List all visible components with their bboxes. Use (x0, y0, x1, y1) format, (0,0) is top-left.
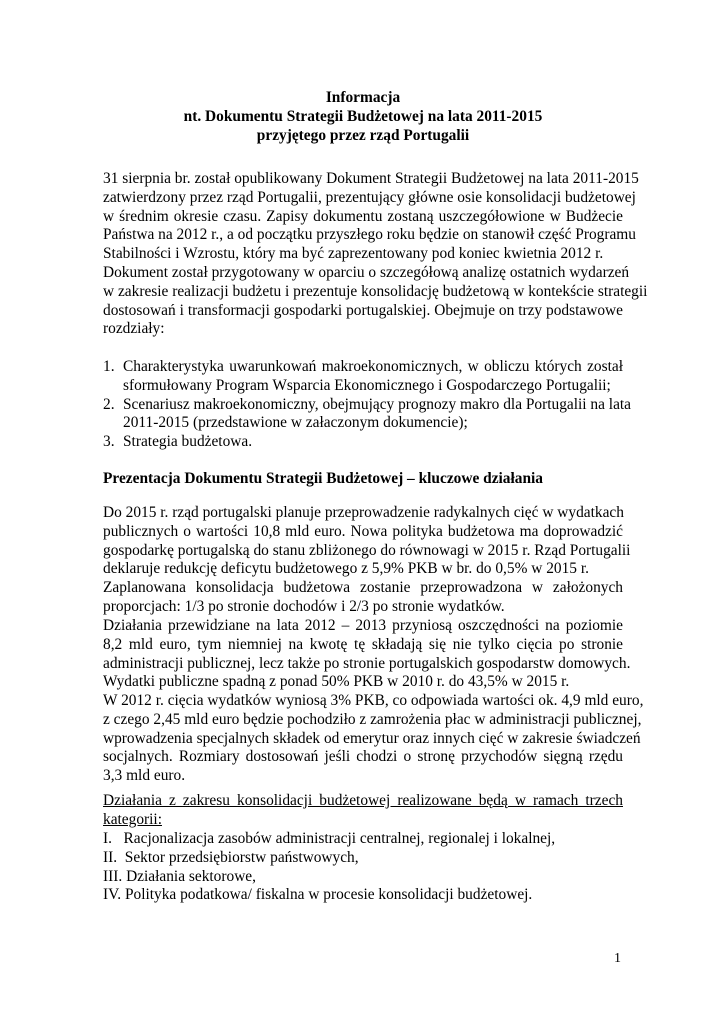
title-line: Informacja (325, 89, 401, 106)
text-line: z czego 2,45 mld euro będzie pochodziło z zamrożenia płac w administracji publicznej, (103, 710, 642, 728)
text-line: deklaruje redukcję deficytu budżetowego z 5,9% PKB w br. do 0,5% w 2015 r. (103, 560, 589, 578)
section-heading (103, 470, 623, 489)
list-item: I. Racjonalizacja zasobów administracji centralnej, regionalej i lokalnej, (103, 830, 556, 847)
text-line: rozdziały: (103, 320, 165, 338)
text-line: Wydatki publiczne spadną z ponad 50% PKB w 2010 r. do 43,5% w 2015 r. (103, 673, 570, 691)
text-line: Państwa na 2012 r., a od początku przyszłego roku będzie on stanowił część Programu (103, 226, 636, 244)
paragraph-2012-cuts (103, 692, 644, 786)
text-line: Charakterystyka uwarunkowań makroekonomicznych, w obliczu których został (123, 358, 623, 375)
text-line: 31 sierpnia br. został opublikowany Dokument Strategii Budżetowej na lata 2011-2015 (103, 170, 639, 187)
text-line: zatwierdzony przez rząd Portugalii, prezentujący główne osie konsolidacji budżetowej (103, 188, 636, 206)
text-line: Do 2015 r. rząd portugalski planuje przeprowadzenie radykalnych cięć w wydatkach (103, 504, 624, 521)
paragraph-cuts-plan (103, 504, 631, 579)
text-line: publicznych o wartości 10,8 mld euro. Nowa polityka budżetowa ma doprowadzić (103, 522, 623, 540)
text-line: dostosowań i transformacji gospodarki portugalskiej. Obejmuje on trzy podstawowe (103, 301, 623, 319)
list-item: III. Działania sektorowe, (103, 867, 256, 885)
text-line: Stabilności i Wzrostu, który ma być zaprezentowany pod koniec kwietnia 2012 r. (103, 245, 604, 263)
text-line: administracji publicznej, lecz także po stronie portugalskich gospodarstw domowych. (103, 654, 631, 672)
heading-text: Prezentacja Dokumentu Strategii Budżetowej – kluczowe działania (103, 470, 544, 487)
categories-list (103, 830, 623, 905)
text-line: Strategia budżetowa. (123, 433, 253, 451)
text-line: proporcjach: 1/3 po stronie dochodów i 2/3 po stronie wydatków. (103, 597, 505, 615)
text-line: 3,3 mld euro. (103, 767, 186, 785)
paragraph-document-scope (103, 264, 648, 339)
text-line: W 2012 r. cięcia wydatków wyniosą 3% PKB, co odpowiada wartości ok. 4,9 mld euro, (103, 692, 644, 709)
list-item: IV. Polityka podatkowa/ fiskalna w procesie konsolidacji budżetowej. (103, 886, 533, 904)
text-line: Działania z zakresu konsolidacji budżetowej realizowane będą w ramach trzech (103, 792, 623, 809)
paragraph-savings (103, 617, 631, 692)
text-line: w średnim okresie czasu. Zapisy dokumentu zostaną uszczegółowione w Budżecie (103, 207, 623, 225)
list-item: II. Sektor przedsiębiorstw państwowych, (103, 848, 359, 866)
chapters-list (103, 358, 632, 452)
title-line: przyjętego przez rząd Portugalii (256, 126, 470, 144)
text-line: Działania przewidziane na lata 2012 – 2013 przyniosą oszczędności na poziomie (103, 617, 623, 634)
list-item (103, 358, 623, 396)
text-line: w zakresie realizacji budżetu i prezentuje konsolidację budżetową w kontekście strategii (103, 282, 648, 300)
text-line: 2011-2015 (przedstawione w załaczonym dokumencie); (123, 414, 468, 432)
paragraph-intro (103, 170, 639, 264)
text-line: Zaplanowana konsolidacja budżetowa zostanie przeprowadzona w założonych (103, 579, 623, 596)
title-line: nt. Dokumentu Strategii Budżetowej na lata 2011-2015 (183, 107, 543, 125)
text-line: Scenariusz makroekonomiczny, obejmujący prognozy makro dla Portugalii na lata (123, 395, 632, 413)
list-item (103, 395, 632, 434)
document-title (103, 89, 623, 145)
list-number: 2. (103, 395, 115, 413)
paragraph-proportions (103, 579, 623, 617)
text-line: 8,2 mld euro, tym niemniej na kwotę tę składają się nie tylko cięcia po stronie (103, 635, 623, 653)
text-line: socjalnych. Rozmiary dostosowań jeśli chodzi o stronę przychodów sięgną rzędu (103, 748, 623, 766)
text-line: Dokument został przygotowany w oparciu o szczegółową analizę ostatnich wydarzeń (103, 264, 630, 281)
list-number: 1. (103, 358, 115, 375)
categories-intro (103, 792, 623, 830)
text-line: sformułowany Program Wsparcia Ekonomicznego i Gospodarczego Portugalii; (123, 376, 611, 394)
text-line: gospodarkę portugalską do stanu zbliżonego do równowagi w 2015 r. Rząd Portugalii (103, 541, 631, 559)
page-number: 1 (614, 951, 621, 966)
text-line: wprowadzenia specjalnych składek od emerytur oraz innych cięć w zakresie świadczeń (103, 729, 641, 747)
list-item (103, 433, 623, 452)
list-number: 3. (103, 433, 115, 451)
text-line: kategorii: (103, 810, 162, 828)
